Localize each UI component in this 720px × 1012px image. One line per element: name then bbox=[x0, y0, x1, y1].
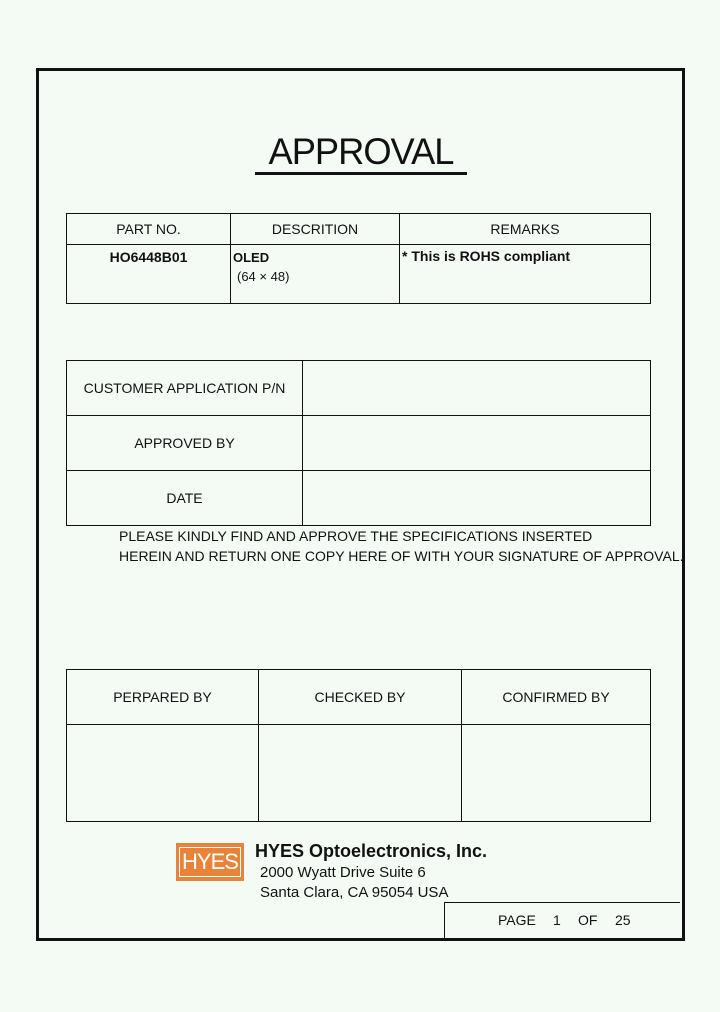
signature-table bbox=[66, 669, 651, 822]
approved-by-row bbox=[67, 416, 651, 471]
product-table-header bbox=[67, 214, 651, 245]
prepared-by-signature-field[interactable] bbox=[67, 725, 259, 822]
confirmed-by-signature-field[interactable] bbox=[462, 725, 651, 822]
signature-row bbox=[67, 725, 651, 822]
description-cell bbox=[231, 245, 400, 304]
approval-note-line-2: HEREIN AND RETURN ONE COPY HERE OF WITH YOUR SIGNATURE OF APPROVAL. bbox=[119, 548, 684, 564]
date-label: DATE bbox=[67, 471, 303, 526]
customer-pn-field[interactable] bbox=[303, 361, 651, 416]
checked-by-signature-field[interactable] bbox=[259, 725, 462, 822]
checked-by-label: CHECKED BY bbox=[259, 670, 462, 725]
page-of-label: OF bbox=[578, 912, 598, 928]
approved-by-label: APPROVED BY bbox=[67, 416, 303, 471]
remarks-value: * This is ROHS compliant bbox=[402, 248, 571, 264]
page-current: 1 bbox=[553, 912, 561, 928]
part-no-value: HO6448B01 bbox=[109, 249, 188, 265]
company-logo bbox=[176, 843, 244, 881]
logo-text: HYES bbox=[179, 847, 241, 877]
product-table bbox=[66, 213, 651, 304]
part-no-cell bbox=[67, 245, 231, 304]
header-part-no: PART NO. bbox=[67, 214, 231, 245]
description-resolution: (64 × 48) bbox=[237, 269, 290, 284]
customer-pn-label: CUSTOMER APPLICATION P/N bbox=[67, 361, 303, 416]
confirmed-by-label: CONFIRMED BY bbox=[462, 670, 651, 725]
page-total: 25 bbox=[615, 912, 631, 928]
page-number-box bbox=[444, 902, 680, 939]
approval-note-line-1: PLEASE KINDLY FIND AND APPROVE THE SPECIFICATIONS INSERTED bbox=[119, 528, 593, 544]
page-label: PAGE bbox=[498, 912, 536, 928]
header-description: DESCRITION bbox=[231, 214, 400, 245]
company-name: HYES Optoelectronics, Inc. bbox=[255, 841, 488, 861]
title-underline bbox=[255, 172, 467, 175]
customer-approval-table bbox=[66, 360, 651, 526]
address-line-2: Santa Clara, CA 95054 USA bbox=[260, 884, 449, 901]
prepared-by-label: PERPARED BY bbox=[67, 670, 259, 725]
product-row bbox=[67, 245, 651, 304]
header-remarks: REMARKS bbox=[400, 214, 651, 245]
address-line-1: 2000 Wyatt Drive Suite 6 bbox=[260, 864, 426, 881]
date-row bbox=[67, 471, 651, 526]
remarks-cell bbox=[400, 245, 651, 304]
customer-pn-row bbox=[67, 361, 651, 416]
document-title: APPROVAL bbox=[268, 131, 454, 172]
description-type: OLED bbox=[233, 250, 270, 265]
signature-header-row bbox=[67, 670, 651, 725]
approved-by-field[interactable] bbox=[303, 416, 651, 471]
date-field[interactable] bbox=[303, 471, 651, 526]
approval-note bbox=[119, 526, 684, 566]
